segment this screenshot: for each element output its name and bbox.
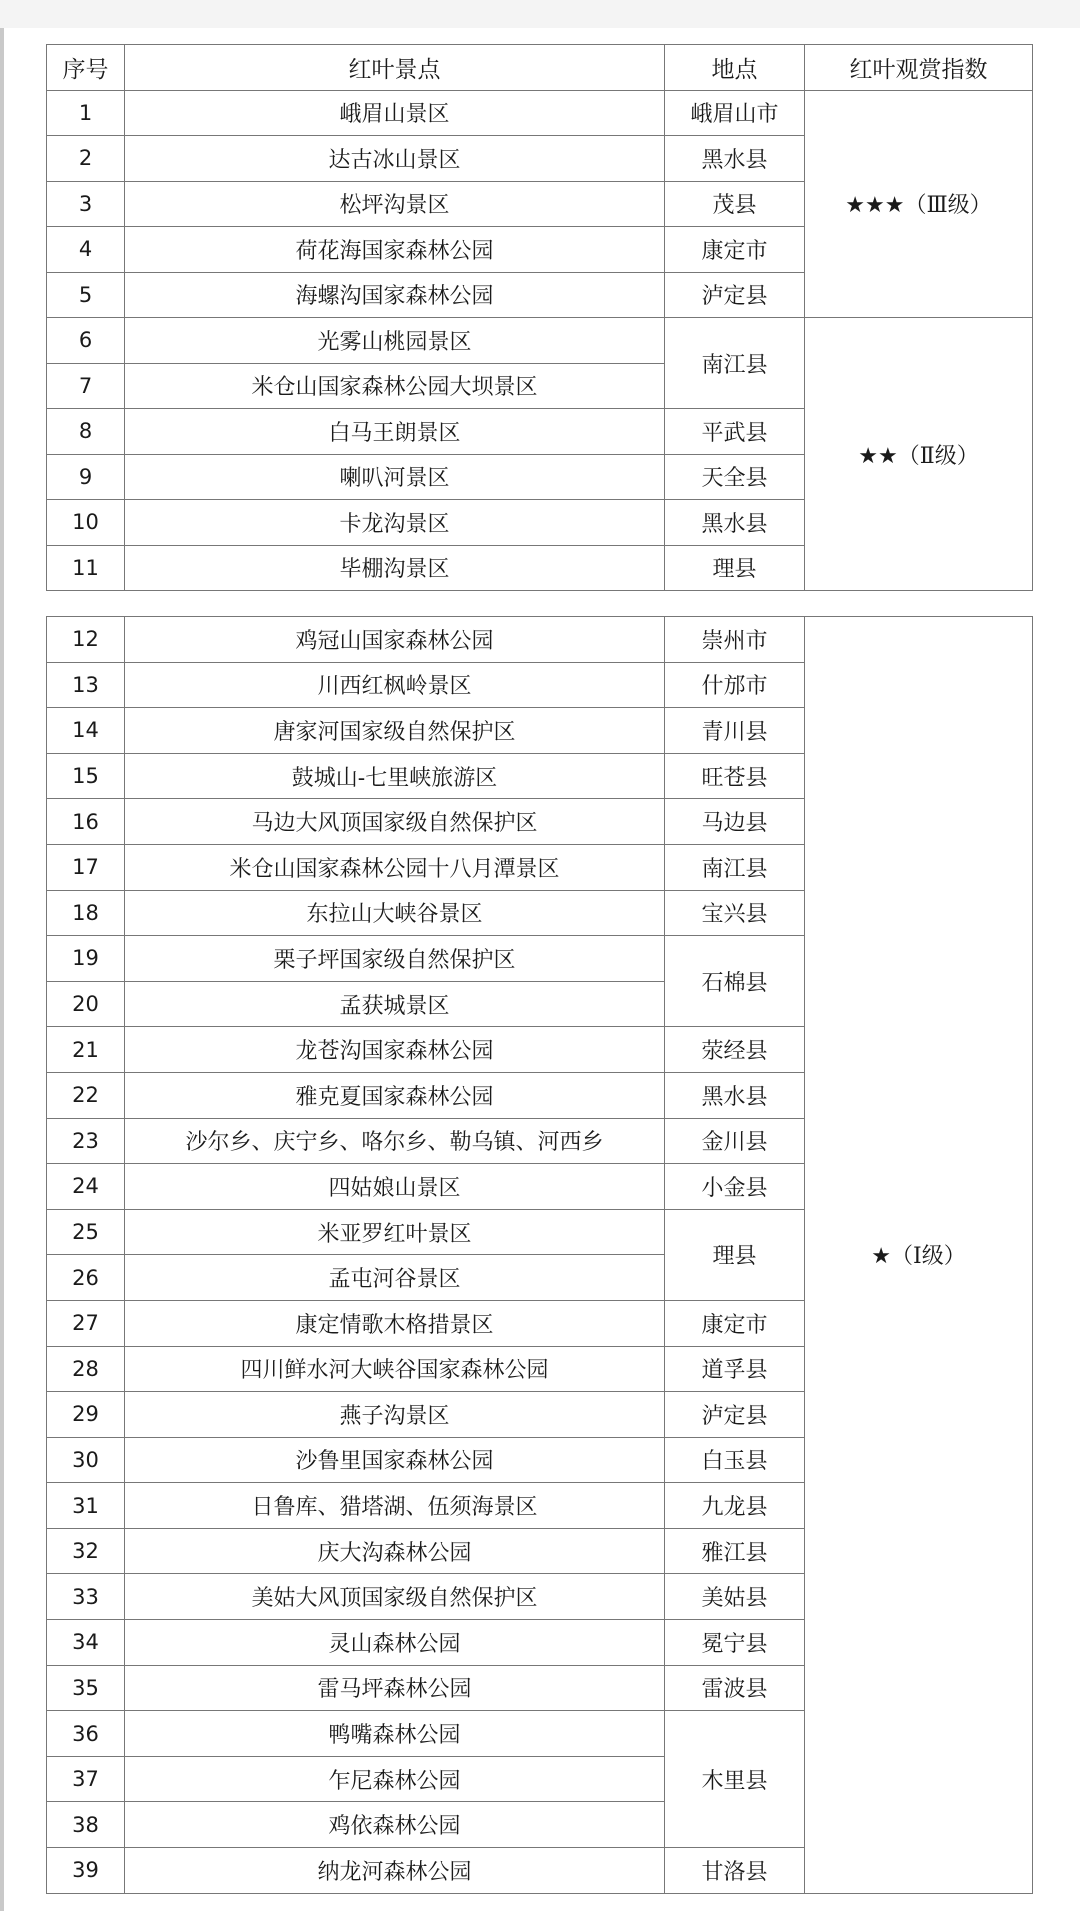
row-spot: 雅克夏国家森林公园 bbox=[125, 1072, 665, 1118]
row-spot: 东拉山大峡谷景区 bbox=[125, 890, 665, 936]
row-location: 雷波县 bbox=[665, 1665, 805, 1711]
row-no: 21 bbox=[47, 1027, 125, 1073]
row-location: 道孚县 bbox=[665, 1346, 805, 1392]
row-no: 24 bbox=[47, 1164, 125, 1210]
row-no: 11 bbox=[47, 545, 125, 591]
row-location: 康定市 bbox=[665, 1300, 805, 1346]
row-location: 什邡市 bbox=[665, 662, 805, 708]
row-no: 18 bbox=[47, 890, 125, 936]
row-spot: 沙鲁里国家森林公园 bbox=[125, 1437, 665, 1483]
row-spot: 米仓山国家森林公园十八月潭景区 bbox=[125, 844, 665, 890]
row-no: 35 bbox=[47, 1665, 125, 1711]
row-location: 茂县 bbox=[665, 181, 805, 227]
row-location: 泸定县 bbox=[665, 1392, 805, 1438]
row-no: 12 bbox=[47, 617, 125, 663]
row-location: 宝兴县 bbox=[665, 890, 805, 936]
row-location: 金川县 bbox=[665, 1118, 805, 1164]
row-spot: 马边大风顶国家级自然保护区 bbox=[125, 799, 665, 845]
red-leaf-table-part-1 bbox=[46, 44, 1033, 591]
row-location: 理县 bbox=[665, 1209, 805, 1300]
row-spot: 燕子沟景区 bbox=[125, 1392, 665, 1438]
row-location: 美姑县 bbox=[665, 1574, 805, 1620]
row-spot: 川西红枫岭景区 bbox=[125, 662, 665, 708]
row-no: 17 bbox=[47, 844, 125, 890]
row-no: 15 bbox=[47, 753, 125, 799]
row-location: 黑水县 bbox=[665, 136, 805, 182]
row-spot: 四川鲜水河大峡谷国家森林公园 bbox=[125, 1346, 665, 1392]
row-no: 8 bbox=[47, 409, 125, 455]
row-location: 黑水县 bbox=[665, 500, 805, 546]
row-no: 5 bbox=[47, 272, 125, 318]
header-location: 地点 bbox=[665, 45, 805, 91]
row-spot: 喇叭河景区 bbox=[125, 454, 665, 500]
rating-level-2: ★★（Ⅱ级） bbox=[805, 318, 1033, 591]
row-spot: 光雾山桃园景区 bbox=[125, 318, 665, 364]
row-no: 22 bbox=[47, 1072, 125, 1118]
row-location: 石棉县 bbox=[665, 936, 805, 1027]
row-no: 7 bbox=[47, 363, 125, 409]
row-spot: 栗子坪国家级自然保护区 bbox=[125, 936, 665, 982]
row-location: 马边县 bbox=[665, 799, 805, 845]
row-no: 32 bbox=[47, 1528, 125, 1574]
table-row bbox=[47, 318, 1033, 364]
row-spot: 沙尔乡、庆宁乡、咯尔乡、勒乌镇、河西乡 bbox=[125, 1118, 665, 1164]
row-spot: 卡龙沟景区 bbox=[125, 500, 665, 546]
row-spot: 毕棚沟景区 bbox=[125, 545, 665, 591]
row-spot: 鼓城山-七里峡旅游区 bbox=[125, 753, 665, 799]
row-no: 27 bbox=[47, 1300, 125, 1346]
row-spot: 美姑大风顶国家级自然保护区 bbox=[125, 1574, 665, 1620]
row-spot: 米亚罗红叶景区 bbox=[125, 1209, 665, 1255]
row-location: 雅江县 bbox=[665, 1528, 805, 1574]
row-no: 36 bbox=[47, 1711, 125, 1757]
row-location: 旺苍县 bbox=[665, 753, 805, 799]
row-no: 39 bbox=[47, 1848, 125, 1894]
row-no: 28 bbox=[47, 1346, 125, 1392]
row-spot: 鸡依森林公园 bbox=[125, 1802, 665, 1848]
row-spot: 龙苍沟国家森林公园 bbox=[125, 1027, 665, 1073]
row-spot: 四姑娘山景区 bbox=[125, 1164, 665, 1210]
row-no: 3 bbox=[47, 181, 125, 227]
row-no: 26 bbox=[47, 1255, 125, 1301]
row-spot: 鸭嘴森林公园 bbox=[125, 1711, 665, 1757]
row-no: 23 bbox=[47, 1118, 125, 1164]
row-location: 冕宁县 bbox=[665, 1620, 805, 1666]
row-spot: 灵山森林公园 bbox=[125, 1620, 665, 1666]
row-no: 30 bbox=[47, 1437, 125, 1483]
row-no: 6 bbox=[47, 318, 125, 364]
row-spot: 达古冰山景区 bbox=[125, 136, 665, 182]
row-location: 青川县 bbox=[665, 708, 805, 754]
row-location: 南江县 bbox=[665, 844, 805, 890]
row-location: 荥经县 bbox=[665, 1027, 805, 1073]
row-spot: 松坪沟景区 bbox=[125, 181, 665, 227]
row-location: 理县 bbox=[665, 545, 805, 591]
row-no: 1 bbox=[47, 90, 125, 136]
row-spot: 孟获城景区 bbox=[125, 981, 665, 1027]
row-spot: 康定情歌木格措景区 bbox=[125, 1300, 665, 1346]
row-spot: 峨眉山景区 bbox=[125, 90, 665, 136]
row-spot: 乍尼森林公园 bbox=[125, 1756, 665, 1802]
row-no: 4 bbox=[47, 227, 125, 273]
row-spot: 海螺沟国家森林公园 bbox=[125, 272, 665, 318]
row-spot: 日鲁库、猎塔湖、伍须海景区 bbox=[125, 1483, 665, 1529]
row-no: 20 bbox=[47, 981, 125, 1027]
rating-level-1: ★（Ⅰ级） bbox=[805, 617, 1033, 1894]
row-location: 崇州市 bbox=[665, 617, 805, 663]
table-row bbox=[47, 617, 1033, 663]
row-no: 9 bbox=[47, 454, 125, 500]
row-location: 甘洛县 bbox=[665, 1848, 805, 1894]
row-location: 九龙县 bbox=[665, 1483, 805, 1529]
row-spot: 雷马坪森林公园 bbox=[125, 1665, 665, 1711]
rating-level-3: ★★★（Ⅲ级） bbox=[805, 90, 1033, 318]
header-row bbox=[47, 45, 1033, 91]
row-location: 平武县 bbox=[665, 409, 805, 455]
row-location: 白玉县 bbox=[665, 1437, 805, 1483]
row-no: 14 bbox=[47, 708, 125, 754]
table-row bbox=[47, 90, 1033, 136]
row-spot: 米仓山国家森林公园大坝景区 bbox=[125, 363, 665, 409]
row-spot: 纳龙河森林公园 bbox=[125, 1848, 665, 1894]
page-edge-shadow bbox=[0, 28, 4, 1911]
row-no: 13 bbox=[47, 662, 125, 708]
row-no: 16 bbox=[47, 799, 125, 845]
row-no: 33 bbox=[47, 1574, 125, 1620]
row-no: 29 bbox=[47, 1392, 125, 1438]
row-location: 小金县 bbox=[665, 1164, 805, 1210]
header-no: 序号 bbox=[47, 45, 125, 91]
header-rating: 红叶观赏指数 bbox=[805, 45, 1033, 91]
red-leaf-table-part-2 bbox=[46, 616, 1033, 1894]
row-location: 康定市 bbox=[665, 227, 805, 273]
row-no: 38 bbox=[47, 1802, 125, 1848]
row-spot: 孟屯河谷景区 bbox=[125, 1255, 665, 1301]
row-spot: 鸡冠山国家森林公园 bbox=[125, 617, 665, 663]
row-no: 34 bbox=[47, 1620, 125, 1666]
row-spot: 庆大沟森林公园 bbox=[125, 1528, 665, 1574]
row-location: 黑水县 bbox=[665, 1072, 805, 1118]
row-no: 37 bbox=[47, 1756, 125, 1802]
header-spot: 红叶景点 bbox=[125, 45, 665, 91]
row-location: 南江县 bbox=[665, 318, 805, 409]
row-no: 10 bbox=[47, 500, 125, 546]
row-no: 31 bbox=[47, 1483, 125, 1529]
row-location: 泸定县 bbox=[665, 272, 805, 318]
row-location: 木里县 bbox=[665, 1711, 805, 1848]
row-spot: 白马王朗景区 bbox=[125, 409, 665, 455]
row-no: 2 bbox=[47, 136, 125, 182]
row-spot: 荷花海国家森林公园 bbox=[125, 227, 665, 273]
row-no: 19 bbox=[47, 936, 125, 982]
row-location: 峨眉山市 bbox=[665, 90, 805, 136]
row-no: 25 bbox=[47, 1209, 125, 1255]
row-spot: 唐家河国家级自然保护区 bbox=[125, 708, 665, 754]
row-location: 天全县 bbox=[665, 454, 805, 500]
